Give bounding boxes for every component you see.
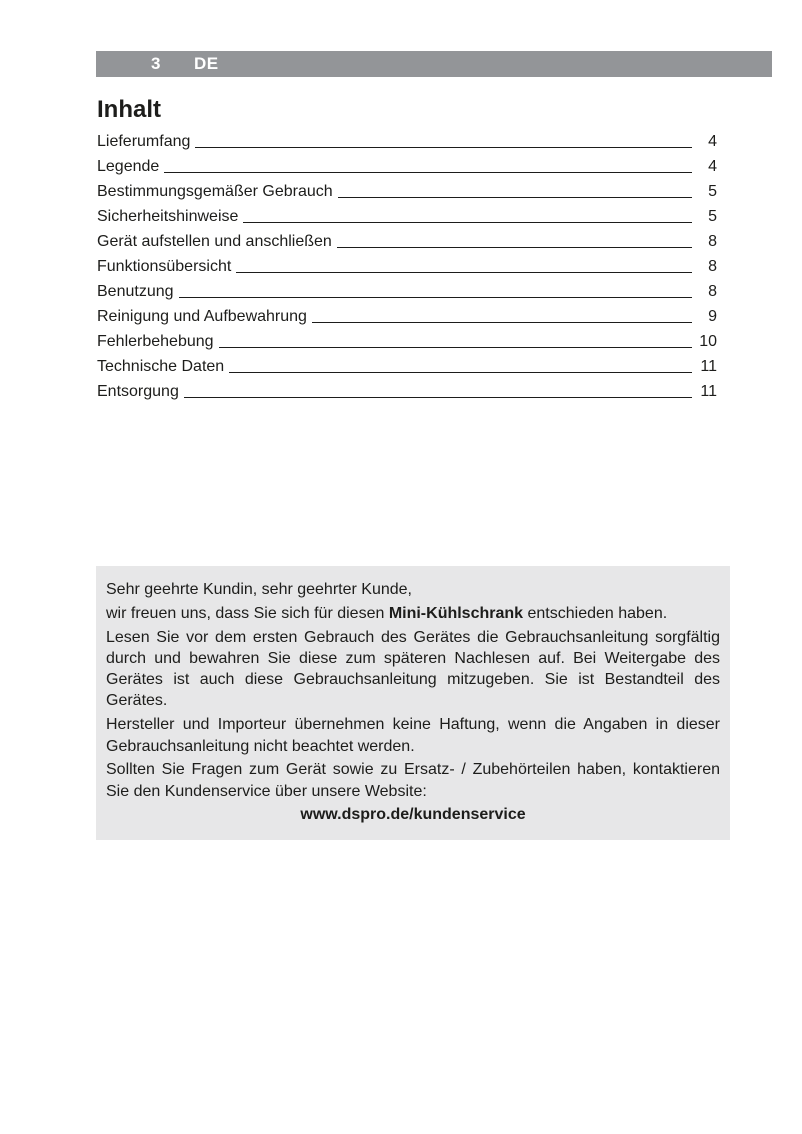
toc-leader-line [229, 372, 692, 373]
toc-entry-label: Sicherheitshinweise [97, 208, 239, 225]
page-title: Inhalt [97, 96, 161, 123]
toc-entry-label: Gerät aufstellen und anschließen [97, 233, 332, 250]
toc-entry [97, 233, 717, 258]
toc-entry-label: Lieferumfang [97, 133, 191, 150]
toc-entry-label: Benutzung [97, 283, 174, 300]
toc-entry [97, 208, 717, 233]
header-language-code: DE [193, 54, 219, 73]
toc-entry-label: Reinigung und Aufbewahrung [97, 308, 307, 325]
toc-entry [97, 133, 717, 158]
toc-leader-line [219, 347, 692, 348]
header-page-number: 3 [151, 54, 161, 73]
intro-salutation: Sehr geehrte Kundin, sehr geehrter Kunde, [106, 581, 412, 598]
intro-welcome-line [106, 603, 720, 624]
toc-entry-page-number: 10 [699, 333, 717, 350]
intro-paragraph-contact: Sollten Sie Fragen zum Gerät sowie zu Ersatz- / Zubehörteilen haben, kontaktieren Sie den Kundenservice über unsere Website: [106, 761, 720, 800]
toc-entry-label: Legende [97, 158, 160, 175]
toc-entry [97, 383, 717, 408]
toc-entry-page-number: 11 [700, 383, 717, 400]
customer-service-url: www.dspro.de/kundenservice [300, 806, 526, 824]
toc-entry-page-number: 4 [708, 133, 717, 150]
toc-entry-label: Technische Daten [97, 358, 225, 375]
page-header-bar [96, 51, 772, 77]
toc-entry-page-number: 11 [700, 358, 717, 375]
toc-leader-line [337, 247, 692, 248]
toc-entry-label: Bestimmungsgemäßer Gebrauch [97, 183, 333, 200]
toc-leader-line [312, 322, 692, 323]
toc-entry [97, 283, 717, 308]
toc-entry-label: Funktionsübersicht [97, 258, 232, 275]
intro-box [96, 566, 730, 840]
intro-welcome-prefix: wir freuen uns, dass Sie sich für diesen [106, 604, 389, 622]
toc-leader-line [184, 397, 692, 398]
toc-entry-label: Fehlerbehebung [97, 333, 214, 350]
intro-welcome-suffix: entschieden haben. [523, 604, 668, 622]
table-of-contents [97, 133, 717, 408]
toc-entry-label: Entsorgung [97, 383, 179, 400]
toc-entry [97, 358, 717, 383]
toc-leader-line [338, 197, 692, 198]
toc-entry [97, 333, 717, 358]
toc-leader-line [195, 147, 692, 148]
toc-entry [97, 258, 717, 283]
toc-leader-line [164, 172, 692, 173]
toc-entry-page-number: 4 [708, 158, 717, 175]
toc-entry-page-number: 5 [708, 183, 717, 200]
toc-entry [97, 158, 717, 183]
toc-entry-page-number: 8 [708, 258, 717, 275]
toc-entry [97, 308, 717, 333]
toc-entry [97, 183, 717, 208]
toc-entry-page-number: 5 [708, 208, 717, 225]
toc-leader-line [243, 222, 692, 223]
intro-paragraph-liability: Hersteller und Importeur übernehmen keine Haftung, wenn die Angaben in dieser Gebrauchsanleitung nicht beachtet werden. [106, 716, 720, 755]
toc-entry-page-number: 9 [708, 308, 717, 325]
product-name: Mini-Kühlschrank [388, 604, 524, 622]
toc-entry-page-number: 8 [708, 233, 717, 250]
intro-paragraph-read-instructions: Lesen Sie vor dem ersten Gebrauch des Gerätes die Gebrauchsanleitung sorgfältig durch und bewahren Sie diese zum späteren Nachlesen auf. Bei Weitergabe des Gerätes ist auch diese Gebrauchsanleitung mitzugeben. Sie ist Bestandteil des Gerätes. [106, 628, 720, 710]
toc-leader-line [236, 272, 692, 273]
toc-leader-line [179, 297, 692, 298]
toc-entry-page-number: 8 [708, 283, 717, 300]
